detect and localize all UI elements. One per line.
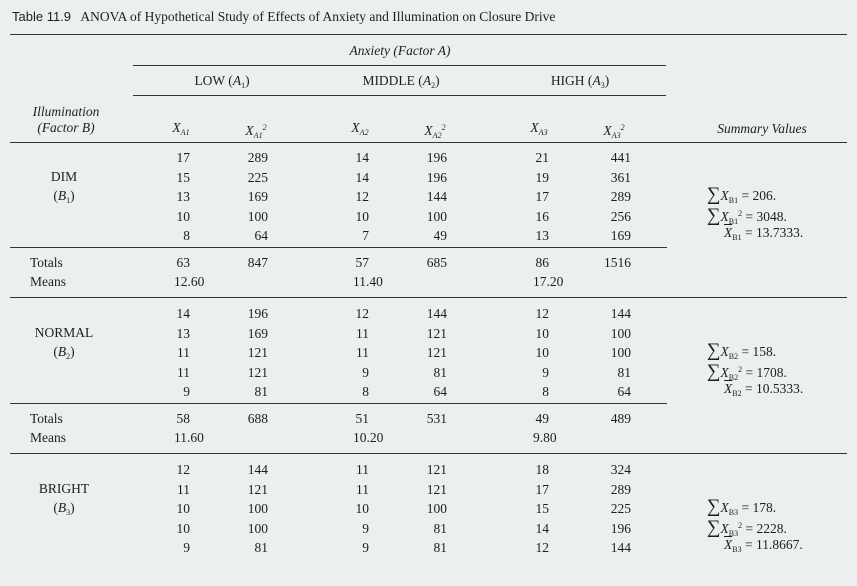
col-header-x-a2 [351, 120, 368, 141]
cell-normal-r1-c3: 12 [355, 306, 369, 321]
cell-normal-r5-c5: 8 [542, 384, 549, 399]
col-sub: A3 [611, 131, 621, 140]
cell-bright-r2-c2: 121 [247, 481, 268, 497]
level-subscript: 1 [241, 81, 246, 90]
cell-normal-r1-c6: 144 [610, 306, 631, 321]
totals-rule-dim [10, 247, 667, 248]
factor-a-label: Anxiety (Factor A) [349, 43, 451, 58]
sub: B3 [728, 529, 739, 538]
cell-normal-r1-c1: 14 [176, 306, 190, 321]
b-symbol: B [57, 344, 67, 359]
level-name: MIDDLE ( [362, 73, 423, 88]
cell-dim-r5-c5: 13 [535, 228, 549, 243]
sub: B2 [728, 373, 739, 382]
x-bar: $\overline{X}$ [724, 225, 733, 240]
cell-dim-r5-c4: 49 [433, 228, 447, 243]
level-header-2 [362, 73, 439, 94]
sub: B1 [732, 233, 742, 242]
cell-bright-r4-c3: 9 [362, 520, 369, 536]
sub: B3 [732, 545, 742, 554]
cell-dim-r5-c3: 7 [362, 228, 369, 243]
sigma: ∑ [707, 517, 721, 538]
col-sub: A3 [538, 128, 548, 137]
eq: = 2228. [742, 521, 787, 536]
sigma: ∑ [707, 496, 721, 517]
col-header-x2-a1 [245, 120, 266, 144]
cell-bright-r3-c5: 15 [535, 501, 549, 516]
cell-normal-r4-c1: 11 [177, 364, 190, 380]
total-dim-c1: 63 [176, 255, 190, 270]
cell-dim-r4-c6: 256 [610, 208, 631, 224]
col-sub: A2 [432, 131, 442, 140]
cell-normal-r4-c5: 9 [542, 364, 549, 380]
paren: ) [70, 500, 75, 515]
x: X [720, 365, 729, 380]
group-name-bright: BRIGHT [38, 481, 90, 496]
cell-normal-r3-c3: 11 [356, 345, 369, 360]
group-symbol-dim [53, 188, 74, 209]
cell-dim-r3-c1: 13 [176, 189, 190, 204]
cell-dim-r1-c4: 196 [426, 150, 447, 165]
summary-mean-normal [724, 381, 803, 402]
cell-bright-r4-c6: 196 [610, 520, 631, 536]
level-header-1 [194, 73, 249, 94]
group-rule-dim [10, 297, 847, 298]
sub: B1 [728, 196, 739, 205]
cell-normal-r4-c6: 81 [617, 364, 631, 380]
x-bar: $\overline{X}$ [724, 381, 733, 396]
eq: = 178. [738, 500, 777, 515]
b-symbol: B [57, 500, 67, 515]
means-label-dim: Means [30, 274, 66, 289]
cell-bright-r4-c4: 81 [433, 520, 447, 536]
group-symbol-normal [53, 344, 74, 365]
col-x: X [530, 120, 539, 135]
totals-rule-normal [10, 403, 667, 404]
total-normal-c5: 49 [535, 411, 549, 426]
eq: = 13.7333. [741, 225, 804, 240]
cell-bright-r5-c5: 12 [535, 540, 549, 555]
col-sq: 2 [441, 123, 446, 132]
col-header-x-a1 [172, 120, 189, 141]
totals-label-normal: Totals [30, 411, 63, 426]
sq: 2 [738, 521, 743, 530]
cell-dim-r3-c6: 289 [610, 189, 631, 204]
sub: B3 [728, 508, 739, 517]
sub: B2 [728, 352, 739, 361]
paren: ( [53, 188, 58, 203]
eq: = 158. [738, 344, 777, 359]
level-close: ) [604, 73, 610, 88]
cell-dim-r2-c5: 19 [535, 169, 549, 185]
total-dim-c5: 86 [535, 255, 549, 270]
cell-normal-r5-c4: 64 [433, 384, 447, 399]
eq: = 11.8667. [741, 537, 803, 552]
summary-mean-dim [724, 225, 803, 246]
cell-bright-r2-c1: 11 [177, 481, 190, 497]
cell-normal-r5-c2: 81 [254, 384, 268, 399]
cell-bright-r5-c1: 9 [183, 540, 190, 555]
factor-a-rule [133, 65, 666, 66]
group-name-normal: NORMAL [34, 325, 94, 340]
level-header-3 [551, 73, 609, 94]
paren: ( [53, 500, 58, 515]
b-subscript: 3 [66, 508, 71, 517]
group-name-dim: DIM [50, 169, 78, 184]
top-rule [10, 34, 847, 35]
cell-bright-r3-c4: 100 [426, 501, 447, 516]
total-dim-c2: 847 [247, 255, 268, 270]
cell-bright-r3-c2: 100 [247, 501, 268, 516]
table-title: ANOVA of Hypothetical Study of Effects of Anxiety and Illumination on Closure Drive [80, 9, 556, 24]
level-symbol: A [592, 73, 601, 88]
cell-dim-r2-c3: 14 [355, 169, 369, 185]
cell-bright-r4-c5: 14 [535, 520, 549, 536]
cell-dim-r5-c1: 8 [183, 228, 190, 243]
cell-bright-r5-c4: 81 [433, 540, 447, 555]
totals-label-dim: Totals [30, 255, 63, 270]
cell-bright-r3-c6: 225 [610, 501, 631, 516]
level-rule [133, 95, 666, 96]
total-dim-c4: 685 [426, 255, 447, 270]
mean-dim-a2: 11.40 [353, 274, 383, 289]
cell-dim-r2-c1: 15 [176, 169, 190, 185]
mean-dim-a3: 17.20 [533, 274, 564, 289]
group-rule-normal [10, 453, 847, 454]
summary-values-header: Summary Values [717, 121, 807, 136]
cell-bright-r2-c5: 17 [535, 481, 549, 497]
summary-mean-bright [724, 537, 803, 558]
x: X [720, 500, 729, 515]
level-name: LOW ( [194, 73, 233, 88]
eq: = 3048. [742, 209, 787, 224]
cell-dim-r3-c5: 17 [535, 189, 549, 204]
col-sub: A2 [359, 128, 369, 137]
factor-b-label-2: (Factor B) [37, 120, 95, 135]
cell-bright-r5-c2: 81 [254, 540, 268, 555]
cell-bright-r2-c3: 11 [356, 481, 369, 497]
total-dim-c3: 57 [355, 255, 369, 270]
cell-dim-r1-c5: 21 [535, 150, 549, 165]
cell-normal-r1-c2: 196 [247, 306, 268, 321]
b-subscript: 2 [66, 352, 71, 361]
factor-b-label-1: Illumination [32, 104, 100, 119]
cell-normal-r4-c3: 9 [362, 364, 369, 380]
cell-dim-r2-c2: 225 [247, 169, 268, 185]
x: X [720, 188, 729, 203]
cell-normal-r5-c1: 9 [183, 384, 190, 399]
level-symbol: A [232, 73, 242, 88]
sigma: ∑ [707, 184, 721, 205]
cell-normal-r1-c4: 144 [426, 306, 447, 321]
col-sub: A1 [180, 128, 190, 137]
cell-dim-r4-c2: 100 [247, 208, 268, 224]
sq: 2 [738, 209, 743, 218]
cell-normal-r5-c6: 64 [617, 384, 631, 399]
total-normal-c3: 51 [355, 411, 369, 426]
cell-normal-r4-c4: 81 [433, 364, 447, 380]
total-dim-c6: 1516 [604, 255, 631, 270]
cell-dim-r3-c2: 169 [247, 189, 268, 204]
cell-dim-r3-c3: 12 [355, 189, 369, 204]
cell-normal-r2-c3: 11 [356, 325, 369, 341]
cell-bright-r5-c6: 144 [610, 540, 631, 555]
mean-normal-a3: 9.80 [533, 430, 557, 445]
cell-normal-r3-c6: 100 [610, 345, 631, 360]
level-subscript: 3 [600, 81, 605, 90]
means-label-normal: Means [30, 430, 66, 445]
col-x: X [245, 123, 254, 138]
sigma: ∑ [707, 361, 721, 382]
paren: ) [70, 188, 75, 203]
col-x: X [424, 123, 433, 138]
x: X [720, 209, 729, 224]
col-header-x2-a2 [424, 120, 445, 144]
cell-normal-r3-c1: 11 [177, 345, 190, 360]
cell-bright-r3-c3: 10 [355, 501, 369, 516]
cell-bright-r1-c1: 12 [176, 462, 190, 477]
col-sq: 2 [262, 123, 267, 132]
cell-bright-r1-c3: 11 [356, 462, 369, 477]
mean-normal-a1: 11.60 [174, 430, 204, 445]
cell-bright-r2-c6: 289 [610, 481, 631, 497]
cell-dim-r4-c5: 16 [535, 208, 549, 224]
cell-dim-r2-c4: 196 [426, 169, 447, 185]
cell-dim-r4-c3: 10 [355, 208, 369, 224]
x: X [720, 344, 729, 359]
sub: B1 [728, 217, 739, 226]
cell-normal-r2-c6: 100 [610, 325, 631, 341]
cell-normal-r2-c1: 13 [176, 325, 190, 341]
col-sub: A1 [253, 131, 263, 140]
x: X [720, 521, 729, 536]
sigma: ∑ [707, 340, 721, 361]
cell-dim-r5-c6: 169 [610, 228, 631, 243]
level-name: HIGH ( [550, 73, 593, 88]
col-header-x2-a3 [603, 120, 624, 144]
cell-bright-r1-c5: 18 [535, 462, 549, 477]
cell-normal-r3-c4: 121 [426, 345, 447, 360]
col-x: X [351, 120, 360, 135]
cell-bright-r2-c4: 121 [426, 481, 447, 497]
mean-dim-a1: 12.60 [174, 274, 205, 289]
cell-normal-r2-c2: 169 [247, 325, 268, 341]
cell-dim-r1-c2: 289 [247, 150, 268, 165]
total-normal-c4: 531 [426, 411, 447, 426]
cell-normal-r3-c2: 121 [247, 345, 268, 360]
cell-dim-r4-c4: 100 [426, 208, 447, 224]
col-header-x-a3 [530, 120, 547, 141]
col-x: X [172, 120, 181, 135]
total-normal-c2: 688 [247, 411, 268, 426]
table-label: Table 11.9 [12, 9, 72, 24]
col-x: X [603, 123, 612, 138]
total-normal-c6: 489 [610, 411, 631, 426]
level-symbol: A [422, 73, 432, 88]
cell-dim-r5-c2: 64 [254, 228, 268, 243]
cell-normal-r5-c3: 8 [362, 384, 369, 399]
cell-bright-r4-c2: 100 [247, 520, 268, 536]
cell-bright-r3-c1: 10 [176, 501, 190, 516]
cell-dim-r2-c6: 361 [610, 169, 631, 185]
cell-dim-r1-c1: 17 [176, 150, 190, 165]
cell-bright-r1-c2: 144 [247, 462, 268, 477]
cell-bright-r1-c4: 121 [426, 462, 447, 477]
cell-bright-r1-c6: 324 [610, 462, 631, 477]
table-caption [12, 9, 555, 25]
total-normal-c1: 58 [176, 411, 190, 426]
cell-normal-r3-c5: 10 [535, 345, 549, 360]
eq: = 10.5333. [741, 381, 804, 396]
sq: 2 [738, 365, 743, 374]
paren: ( [53, 344, 58, 359]
b-symbol: B [57, 188, 67, 203]
sub: B2 [732, 389, 742, 398]
cell-dim-r1-c3: 14 [355, 150, 369, 165]
cell-normal-r2-c4: 121 [426, 325, 447, 341]
cell-normal-r1-c5: 12 [535, 306, 549, 321]
cell-dim-r4-c1: 10 [176, 208, 190, 224]
cell-normal-r4-c2: 121 [247, 364, 268, 380]
cell-dim-r3-c4: 144 [426, 189, 447, 204]
b-subscript: 1 [66, 196, 71, 205]
cell-dim-r1-c6: 441 [610, 150, 631, 165]
col-sq: 2 [620, 123, 625, 132]
level-close: ) [435, 73, 440, 88]
paren: ) [70, 344, 75, 359]
cell-bright-r5-c3: 9 [362, 540, 369, 555]
mean-normal-a2: 10.20 [353, 430, 384, 445]
cell-normal-r2-c5: 10 [535, 325, 549, 341]
sigma: ∑ [707, 205, 721, 226]
cell-bright-r4-c1: 10 [176, 520, 190, 536]
level-close: ) [245, 73, 250, 88]
eq: = 206. [738, 188, 777, 203]
level-subscript: 2 [431, 81, 436, 90]
x-bar: $\overline{X}$ [724, 537, 733, 552]
group-symbol-bright [53, 500, 74, 521]
eq: = 1708. [742, 365, 787, 380]
